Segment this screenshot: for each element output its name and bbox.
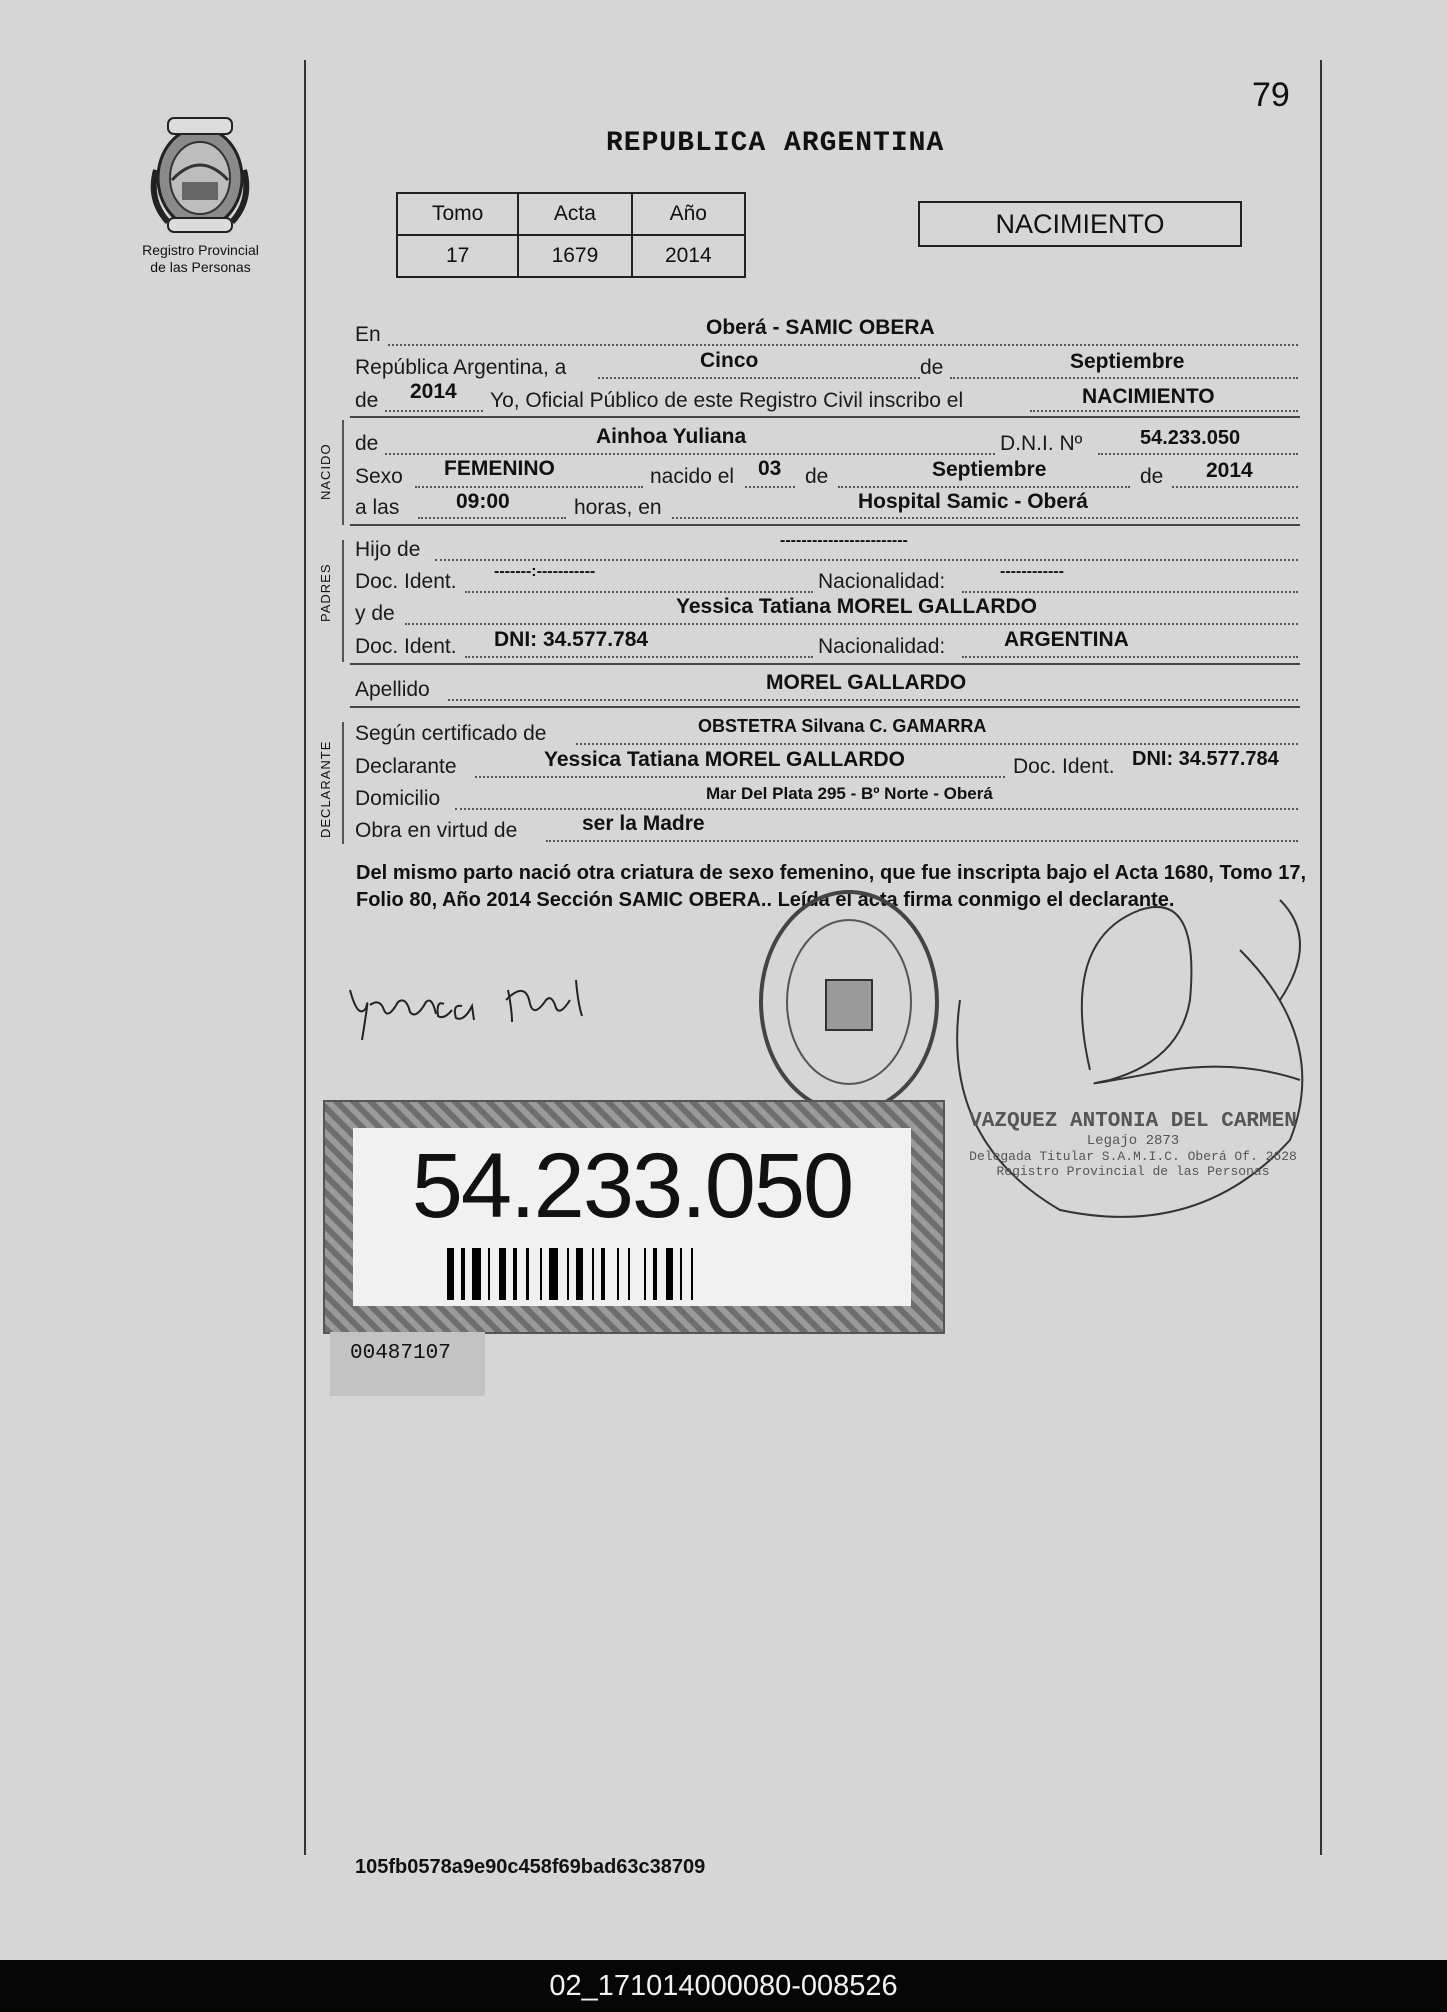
field-dia-texto: Cinco <box>700 349 759 372</box>
dni-sticker-number: 54.233.050 <box>411 1135 853 1237</box>
table-header-tomo: Tomo <box>397 193 518 235</box>
left-margin-line <box>304 60 306 1855</box>
field-padre-doc: -------:----------- <box>494 563 596 580</box>
label-segun-certificado: Según certificado de <box>355 722 547 745</box>
dots-declarante <box>475 776 1005 778</box>
footer-band <box>0 1960 1447 2012</box>
label-apellido: Apellido <box>355 678 430 701</box>
control-number: 00487107 <box>330 1332 485 1396</box>
label-hijo-de: Hijo de <box>355 538 421 561</box>
label-obra-en-virtud: Obra en virtud de <box>355 819 518 842</box>
birth-note: Del mismo parto nació otra criatura de sexo femenino, que fue inscripta bajo el Acta 1680, Tomo 17, Folio 80, Año 2014 Sección SAMIC OBERA.. Leída el acta firma conmigo el declarante. <box>356 862 1306 911</box>
barcode-bar <box>644 1248 646 1300</box>
field-inscribe: NACIMIENTO <box>1082 385 1215 408</box>
footer-id: 02_171014000080-008526 <box>549 1970 898 2002</box>
field-hora: 09:00 <box>456 490 510 513</box>
dots-mes <box>950 377 1298 379</box>
dots-hora <box>418 517 566 519</box>
official-stamp <box>968 1110 1298 1179</box>
barcode-bar <box>666 1248 673 1300</box>
logo-caption <box>118 242 283 276</box>
field-mes-nac: Septiembre <box>932 458 1047 481</box>
divider-4 <box>350 706 1300 708</box>
label-y-de: y de <box>355 602 395 625</box>
barcode-bar <box>653 1248 658 1300</box>
label-horas-en: horas, en <box>574 496 662 519</box>
dots-mes-nac <box>838 486 1130 488</box>
field-padre-nac: ------------ <box>1000 563 1064 580</box>
label-de-anio: de <box>355 389 379 412</box>
dots-nac-padre <box>962 591 1298 593</box>
barcode-bar <box>488 1248 490 1300</box>
dots-dni <box>1098 453 1298 455</box>
table-value-acta: 1679 <box>518 235 631 277</box>
divider-3 <box>350 663 1300 665</box>
section-bar-declarante <box>342 722 344 844</box>
record-type-box: NACIMIENTO <box>918 201 1242 247</box>
dots-obra <box>546 840 1298 842</box>
dots-anio <box>385 410 483 412</box>
field-mes-texto: Septiembre <box>1070 350 1185 373</box>
label-sexo: Sexo <box>355 465 403 488</box>
label-declarante: Declarante <box>355 755 457 778</box>
country-title: REPUBLICA ARGENTINA <box>606 128 945 159</box>
dni-sticker <box>323 1100 945 1334</box>
document-hash: 105fb0578a9e90c458f69bad63c38709 <box>355 1856 706 1878</box>
section-label-declarante: DECLARANTE <box>318 740 333 838</box>
field-madre: Yessica Tatiana MOREL GALLARDO <box>676 595 1037 618</box>
official-legajo: Legajo 2873 <box>1086 1133 1180 1149</box>
barcode-bar <box>461 1248 466 1300</box>
barcode-bar <box>576 1248 583 1300</box>
barcode-bar <box>499 1248 506 1300</box>
barcode-bar <box>472 1248 482 1300</box>
registry-stamp <box>754 885 944 1120</box>
official-signature <box>940 880 1330 1240</box>
official-cargo: Delegada Titular S.A.M.I.C. Oberá Of. 2628 <box>969 1149 1297 1164</box>
divider-1 <box>350 416 1300 418</box>
dots-dia <box>598 377 920 379</box>
dni-barcode <box>447 1248 817 1300</box>
dots-sexo <box>415 486 643 488</box>
barcode-bar <box>540 1248 542 1300</box>
barcode-bar <box>549 1248 559 1300</box>
dots-anio-nac <box>1172 486 1298 488</box>
label-de-mes: de <box>920 356 944 379</box>
section-label-padres: PADRES <box>318 563 333 622</box>
label-republica: República Argentina, a <box>355 356 567 379</box>
dots-padre <box>435 559 1298 561</box>
barcode-bar <box>567 1248 569 1300</box>
field-madre-nac: ARGENTINA <box>1004 628 1129 651</box>
field-apellido: MOREL GALLARDO <box>766 671 967 694</box>
label-nacido-el: nacido el <box>650 465 735 488</box>
field-declarante-doc: DNI: 34.577.784 <box>1132 748 1279 770</box>
field-nombre: Ainhoa Yuliana <box>596 425 747 448</box>
page-number: 79 <box>1252 76 1290 114</box>
logo-caption-line2: de las Personas <box>150 259 251 275</box>
dots-doc-padre <box>465 591 813 593</box>
dots-certificado <box>576 743 1298 745</box>
label-doc-padre: Doc. Ident. <box>355 570 457 593</box>
dots-en <box>388 344 1298 346</box>
table-header-acta: Acta <box>518 193 631 235</box>
field-lugar: Oberá - SAMIC OBERA <box>706 316 935 339</box>
barcode-bar <box>592 1248 594 1300</box>
official-name: VAZQUEZ ANTONIA DEL CARMEN <box>969 1110 1297 1133</box>
logo-caption-line1: Registro Provincial <box>142 242 259 258</box>
dots-lugar-nac <box>672 517 1298 519</box>
field-declarante: Yessica Tatiana MOREL GALLARDO <box>544 748 905 771</box>
table-value-anio: 2014 <box>632 235 745 277</box>
declarante-signature <box>340 960 600 1060</box>
field-sexo: FEMENINO <box>444 457 555 480</box>
field-dni: 54.233.050 <box>1140 427 1241 449</box>
label-en: En <box>355 323 381 346</box>
section-bar-nacido <box>342 420 344 525</box>
section-label-nacido: NACIDO <box>318 443 333 500</box>
dots-doc-madre <box>465 656 813 658</box>
official-registro: Registro Provincial de las Personas <box>996 1164 1270 1179</box>
barcode-bar <box>617 1248 619 1300</box>
dots-madre <box>405 623 1298 625</box>
field-padre: ------------------------ <box>780 532 908 549</box>
field-lugar-nac: Hospital Samic - Oberá <box>858 490 1088 513</box>
barcode-bar <box>526 1248 528 1300</box>
dots-domicilio <box>455 808 1298 810</box>
field-certificado: OBSTETRA Silvana C. GAMARRA <box>698 716 987 736</box>
barcode-bar <box>601 1248 606 1300</box>
barcode-bar <box>680 1248 682 1300</box>
field-dia-nac: 03 <box>758 457 782 480</box>
label-domicilio: Domicilio <box>355 787 441 810</box>
field-obra-en-virtud: ser la Madre <box>582 812 705 835</box>
barcode-bar <box>447 1248 454 1300</box>
dots-nac-madre <box>962 656 1298 658</box>
field-anio: 2014 <box>410 380 457 403</box>
label-dni: D.N.I. Nº <box>1000 432 1083 455</box>
field-anio-nac: 2014 <box>1206 459 1253 482</box>
label-a-las: a las <box>355 496 400 519</box>
label-doc-declarante: Doc. Ident. <box>1013 755 1115 778</box>
table-value-tomo: 17 <box>397 235 518 277</box>
label-de-nombre: de <box>355 432 379 455</box>
label-nac-padre: Nacionalidad: <box>818 570 946 593</box>
field-madre-doc: DNI: 34.577.784 <box>494 628 649 651</box>
dots-dia-nac <box>745 486 795 488</box>
label-nac-madre: Nacionalidad: <box>818 635 946 658</box>
dots-nombre <box>385 453 995 455</box>
registry-table <box>396 192 746 278</box>
label-de-mes-nac: de <box>805 465 829 488</box>
section-bar-padres <box>342 540 344 662</box>
divider-2 <box>350 524 1300 526</box>
label-yo-oficial: Yo, Oficial Público de este Registro Civil inscribo el <box>490 389 964 412</box>
province-seal-logo <box>138 110 263 240</box>
dots-apellido <box>448 699 1298 701</box>
barcode-bar <box>628 1248 630 1300</box>
label-de-anio-nac: de <box>1140 465 1164 488</box>
table-header-anio: Año <box>632 193 745 235</box>
barcode-bar <box>513 1248 518 1300</box>
dots-inscribe <box>1030 410 1298 412</box>
field-domicilio: Mar Del Plata 295 - Bº Norte - Oberá <box>706 784 993 803</box>
barcode-bar <box>691 1248 693 1300</box>
label-doc-madre: Doc. Ident. <box>355 635 457 658</box>
dni-sticker-inner <box>353 1128 911 1306</box>
